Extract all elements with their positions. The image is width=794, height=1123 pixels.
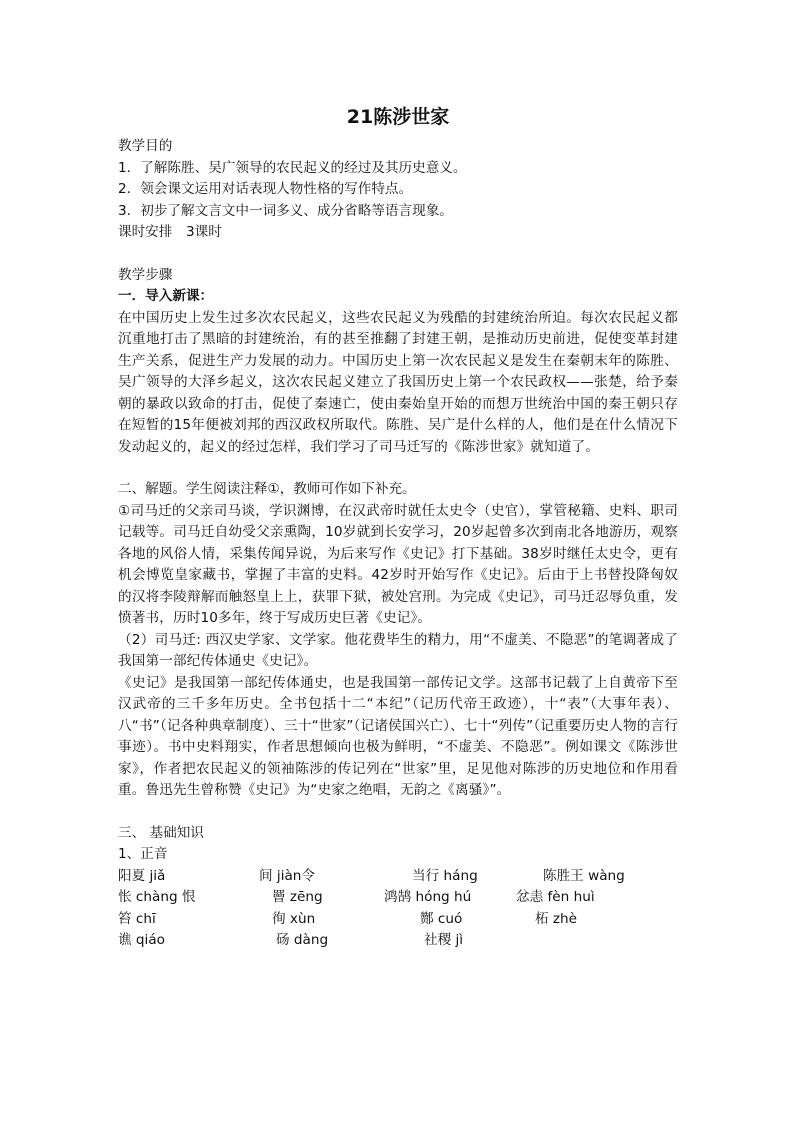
pronunciation-item: 社稷 jì	[424, 932, 464, 948]
intro-paragraph: 在中国历史上发生过多次农民起义，这些农民起义为残酷的封建统治所迫。每次农民起义都沉重地打击了黑暗的封建统治，有的甚至推翻了封建王朝，是推动历史前进，促使变革封建生产关系，促进生产力发展的动力。中国历史上第一次农民起义是发生在秦朝末年的陈胜、吴广领导的大泽乡起义，这次农民起义建立了我国历史上第一个农民政权——张楚，给予秦朝的暴政以致命的打击，促使了秦速亡，使由秦始皇开始的而想万世统治中国的秦王朝只存在短暂的15年便被刘邦的西汉政权所取代。陈胜、吴广是什么样的人，他们是在什么情况下发动起义的，起义的经过怎样，我们学习了司马迁写的《陈涉世家》就知道了。	[118, 309, 678, 455]
section-heading-basics: 三、 基础知识	[118, 824, 204, 841]
pronunciation-item: 间 jiàn令	[259, 867, 316, 884]
pronunciation-heading: 1、正音	[118, 846, 168, 862]
section-heading-title-explain: 二、解题。学生阅读注释①，教师可作如下补充。	[118, 481, 416, 497]
spacer	[118, 458, 678, 479]
pronunciation-item: 砀 dàng	[276, 932, 329, 948]
pronunciation-row	[118, 887, 678, 909]
pronunciation-item: 忿恚 fèn huì	[516, 889, 595, 905]
pronunciation-item: 酂 cuó	[420, 910, 463, 927]
pronunciation-item: 当行 háng	[412, 867, 478, 884]
pronunciation-item: 罾 zēng	[272, 889, 323, 905]
pronunciation-item: 陈胜王 wàng	[543, 867, 625, 884]
objective-item: 2．领会课文运用对话表现人物性格的写作特点。	[118, 181, 413, 197]
page-title: 21陈涉世家	[346, 106, 450, 128]
spacer	[118, 244, 678, 265]
section-heading-intro: 一．导入新课：	[118, 288, 214, 304]
steps-heading: 教学步骤	[118, 266, 173, 283]
objectives-heading: 教学目的	[118, 138, 173, 154]
pronunciation-item: 谯 qiáo	[118, 932, 165, 948]
pronunciation-item: 徇 xùn	[272, 910, 316, 927]
shiji-paragraph: 《史记》是我国第一部纪传体通史，也是我国第一部传记文学。这部书记载了上自黄帝下至汉武帝的三千多年历史。全书包括十二“本纪”（记历代帝王政迹），十“表”（大事年表）、八“书”（记各种典章制度）、三十“世家”（记诸侯国兴亡）、七十“列传”（记重要历史人物的言行事迹）。书中史料翔实，作者思想倾向也极为鲜明，“不虚美、不隐恶”。例如课文《陈涉世家》，作者把农民起义的领袖陈涉的传记列在“世家”里，足见他对陈涉的历史地位和作用看重。鲁迅先生曾称赞《史记》为“史家之绝唱，无韵之《离骚》”。	[118, 674, 678, 798]
pronunciation-row	[118, 930, 678, 952]
sima-qian-paragraph: ①司马迁的父亲司马谈，学识渊博，在汉武帝时就任太史令（史官），掌管秘籍、史料、职司记载等。司马迁自幼受父亲熏陶，10岁就到长安学习，20岁起曾多次到南北各地游历，观察各地的风俗人情，采集传闻异说，为后来写作《史记》打下基础。38岁时继任太史令，更有机会博览皇家藏书，掌握了丰富的史料。42岁时开始写作《史记》。后由于上书替投降匈奴的汉将李陵辩解而触怒皇上上，获罪下狱，被处宫刑。为完成《史记》，司马迁忍辱负重，发愤著书，历时10多年，终于写成历史巨著《史记》。	[118, 502, 678, 626]
objective-item: 3．初步了解文言文中一词多义、成分省略等语言现象。	[118, 202, 453, 219]
pronunciation-item: 鸿鹄 hóng hú	[384, 889, 472, 905]
sima-qian-note: （2）司马迁: 西汉史学家、文学家。他花费毕生的精力，用“不虚美、不隐恶”的笔调著成了我国第一部纪传体通史《史记》。	[118, 631, 678, 669]
pronunciation-row	[118, 866, 678, 888]
pronunciation-item: 笞 chī	[118, 910, 156, 927]
spacer	[118, 802, 678, 823]
pronunciation-row	[118, 909, 678, 931]
document-page	[118, 104, 678, 952]
objective-item: 1．了解陈胜、吴广领导的农民起义的经过及其历史意义。	[118, 159, 467, 176]
schedule-line: 课时安排 3课时	[118, 224, 222, 240]
pronunciation-item: 阳夏 jiǎ	[118, 867, 166, 884]
pronunciation-item: 怅 chàng 恨	[118, 889, 196, 905]
pronunciation-item: 柘 zhè	[535, 910, 578, 927]
